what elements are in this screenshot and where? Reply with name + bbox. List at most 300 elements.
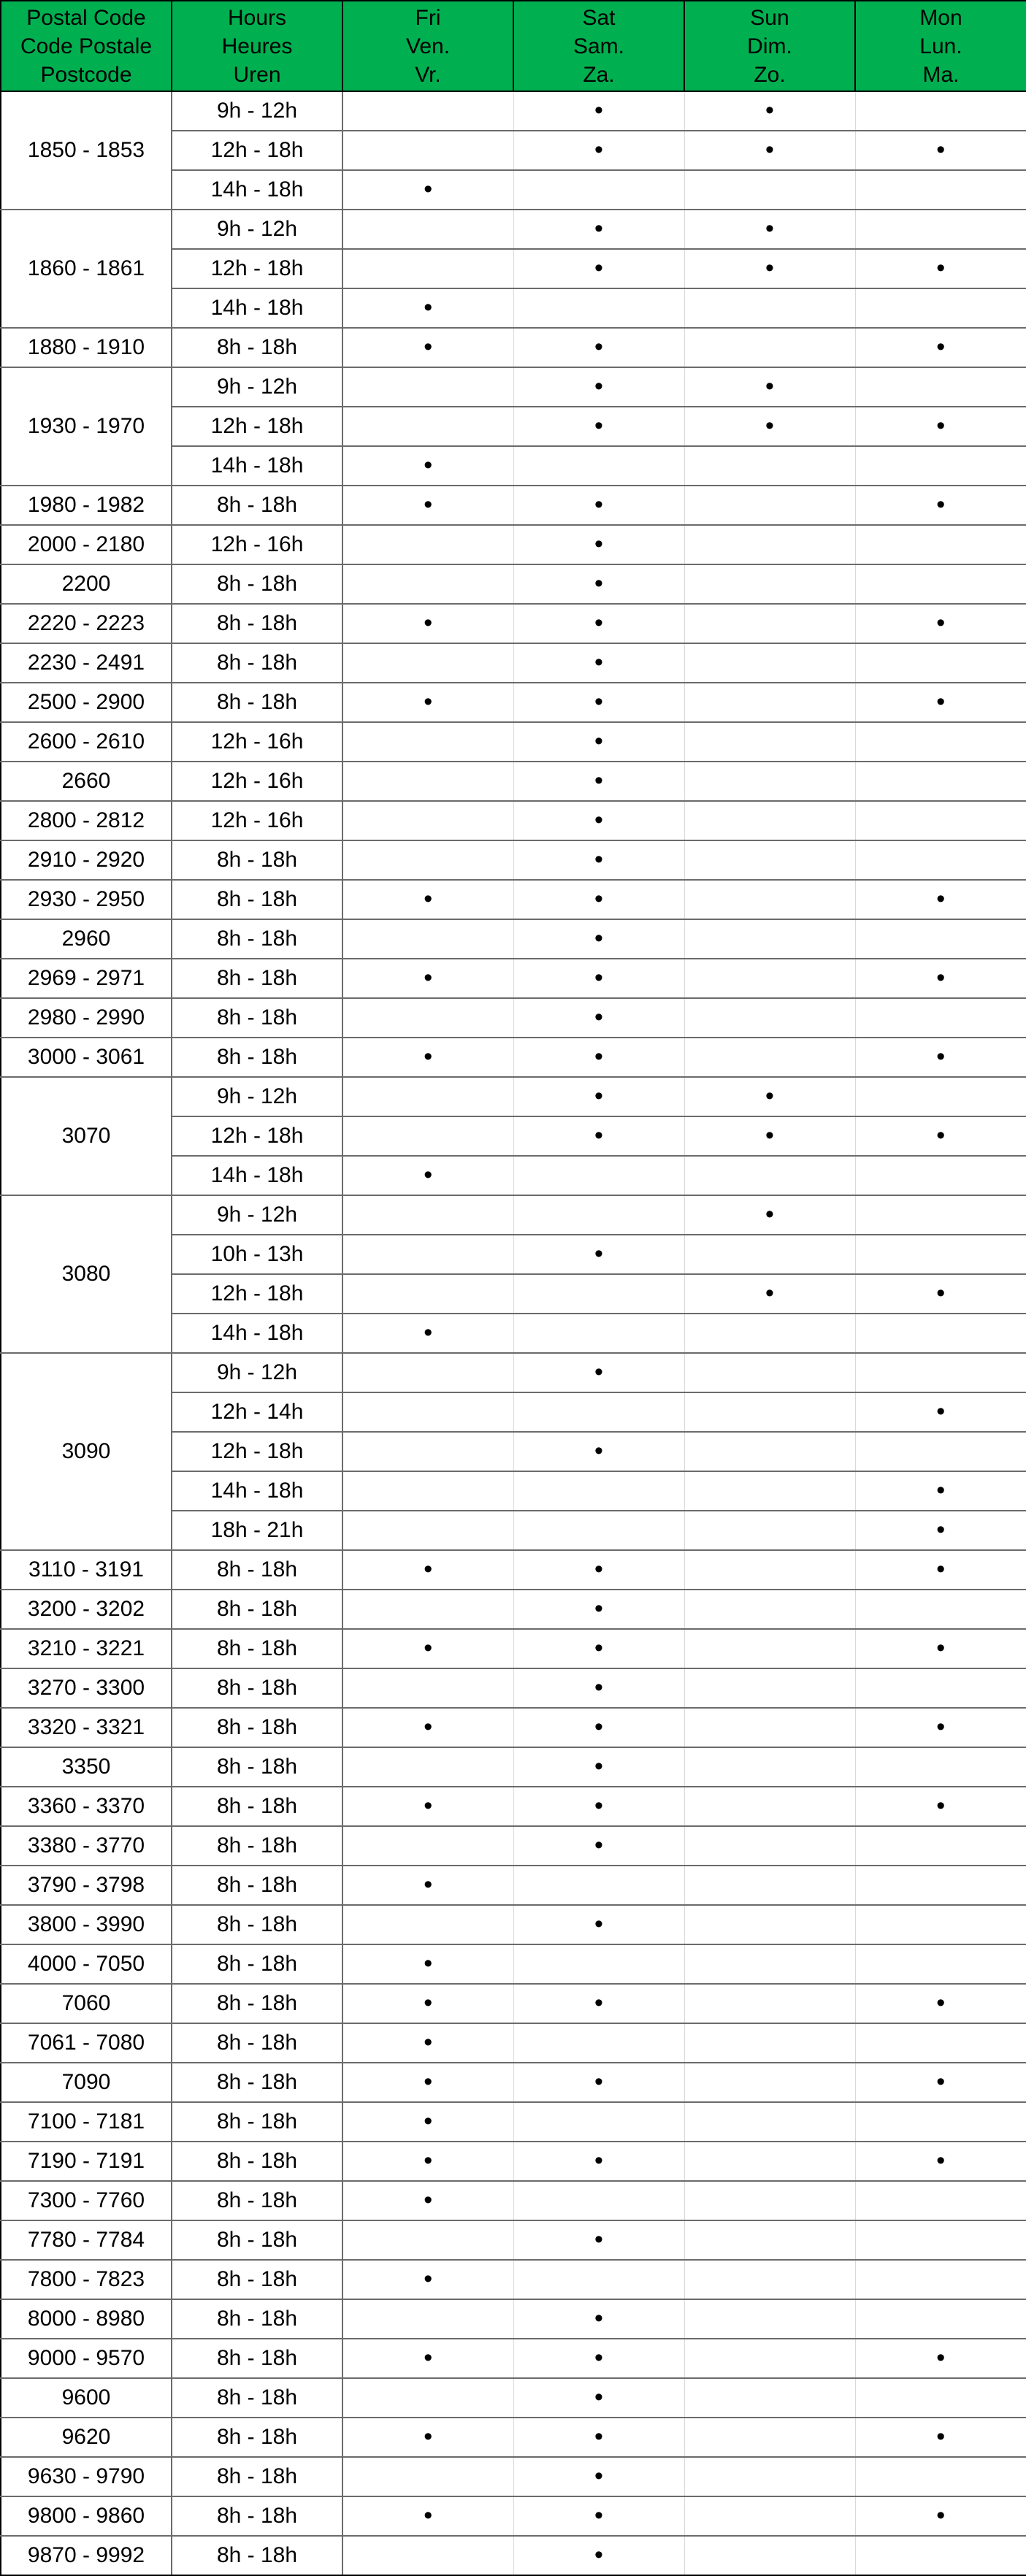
available-dot-icon: • <box>765 1122 774 1149</box>
postal-code-cell: 3790 - 3798 <box>1 1866 172 1905</box>
sunday-cell <box>684 2260 855 2299</box>
available-dot-icon: • <box>936 1476 946 1504</box>
header-monday-nl: Ma. <box>922 62 960 87</box>
hours-cell: 8h - 18h <box>172 2496 342 2536</box>
hours-cell: 8h - 18h <box>172 1984 342 2023</box>
saturday-cell <box>513 1195 684 1235</box>
sunday-cell <box>684 840 855 880</box>
header-hours-nl: Uren <box>233 62 281 87</box>
monday-cell <box>855 2063 1026 2102</box>
friday-cell <box>342 1787 513 1826</box>
header-hours-fr: Heures <box>221 34 293 58</box>
table-row <box>1 959 1026 998</box>
monday-cell <box>855 1826 1026 1866</box>
friday-cell <box>342 131 513 170</box>
monday-cell <box>855 1905 1026 1944</box>
available-dot-icon: • <box>594 806 603 834</box>
available-dot-icon: • <box>594 1240 603 1268</box>
monday-cell <box>855 2418 1026 2457</box>
friday-cell <box>342 2339 513 2378</box>
table-row <box>1 1629 1026 1668</box>
sunday-cell <box>684 1668 855 1708</box>
postal-code-cell: 3200 - 3202 <box>1 1590 172 1629</box>
hours-cell: 12h - 16h <box>172 801 342 840</box>
postal-code-cell: 3080 <box>1 1195 172 1353</box>
available-dot-icon: • <box>594 2147 603 2174</box>
table-row <box>1 722 1026 762</box>
friday-cell <box>342 210 513 249</box>
header-hours <box>172 1 342 91</box>
available-dot-icon: • <box>936 2068 946 2096</box>
hours-cell: 9h - 12h <box>172 210 342 249</box>
postal-code-cell: 7190 - 7191 <box>1 2142 172 2181</box>
monday-cell <box>855 1866 1026 1905</box>
available-dot-icon: • <box>936 254 946 282</box>
table-row <box>1 1550 1026 1590</box>
sunday-cell <box>684 2142 855 2181</box>
table-row <box>1 919 1026 959</box>
friday-cell <box>342 1905 513 1944</box>
saturday-cell <box>513 1314 684 1353</box>
sunday-cell <box>684 683 855 722</box>
table-row <box>1 2142 1026 2181</box>
friday-cell <box>342 880 513 919</box>
sunday-cell <box>684 1511 855 1550</box>
sunday-cell <box>684 328 855 367</box>
hours-cell: 9h - 12h <box>172 1353 342 1392</box>
postal-code-cell: 2910 - 2920 <box>1 840 172 880</box>
sunday-cell <box>684 1432 855 1471</box>
available-dot-icon: • <box>424 885 433 913</box>
header-saturday <box>513 1 684 91</box>
hours-cell: 12h - 18h <box>172 249 342 288</box>
friday-cell <box>342 2418 513 2457</box>
postal-code-cell: 9800 - 9860 <box>1 2496 172 2536</box>
table-row <box>1 604 1026 643</box>
available-dot-icon: • <box>936 333 946 361</box>
available-dot-icon: • <box>594 1752 603 1780</box>
table-row <box>1 840 1026 880</box>
available-dot-icon: • <box>936 964 946 992</box>
friday-cell <box>342 801 513 840</box>
table-row <box>1 210 1026 249</box>
available-dot-icon: • <box>424 2423 433 2450</box>
monday-cell <box>855 91 1026 131</box>
sunday-cell <box>684 288 855 328</box>
sunday-cell <box>684 2418 855 2457</box>
monday-cell <box>855 801 1026 840</box>
hours-cell: 8h - 18h <box>172 2023 342 2063</box>
sunday-cell <box>684 1353 855 1392</box>
available-dot-icon: • <box>594 609 603 637</box>
saturday-cell <box>513 1668 684 1708</box>
saturday-cell <box>513 170 684 210</box>
saturday-cell <box>513 1511 684 1550</box>
sunday-cell <box>684 2063 855 2102</box>
friday-cell <box>342 1668 513 1708</box>
monday-cell <box>855 249 1026 288</box>
saturday-cell <box>513 1866 684 1905</box>
friday-cell <box>342 998 513 1038</box>
friday-cell <box>342 1235 513 1274</box>
saturday-cell <box>513 210 684 249</box>
table-row <box>1 2299 1026 2339</box>
available-dot-icon: • <box>424 2068 433 2096</box>
postal-code-cell: 2220 - 2223 <box>1 604 172 643</box>
saturday-cell <box>513 328 684 367</box>
table-row <box>1 1747 1026 1787</box>
hours-cell: 8h - 18h <box>172 604 342 643</box>
hours-cell: 8h - 18h <box>172 998 342 1038</box>
hours-cell: 12h - 18h <box>172 407 342 446</box>
postal-code-cell: 3800 - 3990 <box>1 1905 172 1944</box>
saturday-cell <box>513 2418 684 2457</box>
friday-cell <box>342 2063 513 2102</box>
monday-cell <box>855 840 1026 880</box>
available-dot-icon: • <box>594 2541 603 2569</box>
monday-cell <box>855 2142 1026 2181</box>
available-dot-icon: • <box>424 1043 433 1070</box>
postal-code-cell: 9620 <box>1 2418 172 2457</box>
monday-cell <box>855 1590 1026 1629</box>
monday-cell <box>855 880 1026 919</box>
monday-cell <box>855 1432 1026 1471</box>
monday-cell <box>855 367 1026 407</box>
sunday-cell <box>684 919 855 959</box>
friday-cell <box>342 407 513 446</box>
hours-cell: 8h - 18h <box>172 1038 342 1077</box>
sunday-cell <box>684 2181 855 2220</box>
saturday-cell <box>513 525 684 564</box>
available-dot-icon: • <box>594 1674 603 1701</box>
hours-cell: 8h - 18h <box>172 2063 342 2102</box>
available-dot-icon: • <box>424 1950 433 1977</box>
sunday-cell <box>684 959 855 998</box>
monday-cell <box>855 131 1026 170</box>
available-dot-icon: • <box>765 1200 774 1228</box>
table-row <box>1 1077 1026 1116</box>
postal-code-cell: 2500 - 2900 <box>1 683 172 722</box>
postal-code-cell: 7300 - 7760 <box>1 2181 172 2220</box>
available-dot-icon: • <box>765 372 774 400</box>
header-postal-code <box>1 1 172 91</box>
monday-cell <box>855 1668 1026 1708</box>
sunday-cell <box>684 1708 855 1747</box>
sunday-cell <box>684 407 855 446</box>
postal-code-cell: 9630 - 9790 <box>1 2457 172 2496</box>
available-dot-icon: • <box>594 1082 603 1110</box>
friday-cell <box>342 1353 513 1392</box>
available-dot-icon: • <box>594 1595 603 1622</box>
postal-code-cell: 1860 - 1861 <box>1 210 172 328</box>
monday-cell <box>855 1077 1026 1116</box>
postal-code-cell: 7060 <box>1 1984 172 2023</box>
sunday-cell <box>684 998 855 1038</box>
table-row <box>1 1038 1026 1077</box>
hours-cell: 8h - 18h <box>172 1590 342 1629</box>
available-dot-icon: • <box>594 964 603 992</box>
saturday-cell <box>513 1156 684 1195</box>
monday-cell <box>855 1629 1026 1668</box>
table-row <box>1 762 1026 801</box>
hours-cell: 10h - 13h <box>172 1235 342 1274</box>
saturday-cell <box>513 1747 684 1787</box>
postal-code-cell: 3000 - 3061 <box>1 1038 172 1077</box>
sunday-cell <box>684 2496 855 2536</box>
saturday-cell <box>513 2142 684 2181</box>
friday-cell <box>342 1511 513 1550</box>
sunday-cell <box>684 564 855 604</box>
saturday-cell <box>513 367 684 407</box>
saturday-cell <box>513 840 684 880</box>
table-row <box>1 683 1026 722</box>
saturday-cell <box>513 2299 684 2339</box>
available-dot-icon: • <box>594 885 603 913</box>
sunday-cell <box>684 1195 855 1235</box>
saturday-cell <box>513 1471 684 1511</box>
hours-cell: 8h - 18h <box>172 2457 342 2496</box>
header-sunday-fr: Dim. <box>747 34 792 58</box>
monday-cell <box>855 1984 1026 2023</box>
friday-cell <box>342 1866 513 1905</box>
header-friday-en: Fri <box>415 5 441 30</box>
available-dot-icon: • <box>424 294 433 321</box>
friday-cell <box>342 722 513 762</box>
monday-cell <box>855 2181 1026 2220</box>
friday-cell <box>342 762 513 801</box>
sunday-cell <box>684 1787 855 1826</box>
available-dot-icon: • <box>424 1713 433 1741</box>
friday-cell <box>342 564 513 604</box>
hours-cell: 8h - 18h <box>172 919 342 959</box>
available-dot-icon: • <box>594 1634 603 1662</box>
available-dot-icon: • <box>594 254 603 282</box>
table-row <box>1 1826 1026 1866</box>
saturday-cell <box>513 1077 684 1116</box>
sunday-cell <box>684 367 855 407</box>
hours-cell: 12h - 18h <box>172 1116 342 1156</box>
sunday-cell <box>684 1905 855 1944</box>
monday-cell <box>855 288 1026 328</box>
monday-cell <box>855 1314 1026 1353</box>
friday-cell <box>342 2299 513 2339</box>
table-row <box>1 525 1026 564</box>
saturday-cell <box>513 801 684 840</box>
friday-cell <box>342 1550 513 1590</box>
saturday-cell <box>513 1787 684 1826</box>
table-row <box>1 564 1026 604</box>
postal-code-cell: 3360 - 3370 <box>1 1787 172 1826</box>
saturday-cell <box>513 2023 684 2063</box>
saturday-cell <box>513 91 684 131</box>
monday-cell <box>855 2102 1026 2142</box>
sunday-cell <box>684 2299 855 2339</box>
available-dot-icon: • <box>424 2028 433 2056</box>
available-dot-icon: • <box>424 1989 433 2017</box>
saturday-cell <box>513 1353 684 1392</box>
hours-cell: 8h - 18h <box>172 486 342 525</box>
friday-cell <box>342 1314 513 1353</box>
monday-cell <box>855 1392 1026 1432</box>
hours-cell: 8h - 18h <box>172 2378 342 2418</box>
hours-cell: 12h - 14h <box>172 1392 342 1432</box>
available-dot-icon: • <box>594 491 603 518</box>
table-row <box>1 1668 1026 1708</box>
monday-cell <box>855 919 1026 959</box>
available-dot-icon: • <box>936 1713 946 1741</box>
available-dot-icon: • <box>424 1792 433 1820</box>
hours-cell: 8h - 18h <box>172 683 342 722</box>
saturday-cell <box>513 2339 684 2378</box>
available-dot-icon: • <box>936 1989 946 2017</box>
friday-cell <box>342 1038 513 1077</box>
sunday-cell <box>684 2378 855 2418</box>
monday-cell <box>855 643 1026 683</box>
friday-cell <box>342 683 513 722</box>
hours-cell: 8h - 18h <box>172 2418 342 2457</box>
hours-cell: 14h - 18h <box>172 288 342 328</box>
available-dot-icon: • <box>594 96 603 124</box>
sunday-cell <box>684 1077 855 1116</box>
available-dot-icon: • <box>765 215 774 242</box>
monday-cell <box>855 722 1026 762</box>
saturday-cell <box>513 2378 684 2418</box>
friday-cell <box>342 2260 513 2299</box>
postal-code-cell: 7780 - 7784 <box>1 2220 172 2260</box>
hours-cell: 8h - 18h <box>172 2299 342 2339</box>
hours-cell: 8h - 18h <box>172 2220 342 2260</box>
available-dot-icon: • <box>594 2462 603 2490</box>
friday-cell <box>342 525 513 564</box>
saturday-cell <box>513 2181 684 2220</box>
postal-code-cell: 3320 - 3321 <box>1 1708 172 1747</box>
friday-cell <box>342 604 513 643</box>
postal-code-cell: 3090 <box>1 1353 172 1550</box>
monday-cell <box>855 2496 1026 2536</box>
hours-cell: 9h - 12h <box>172 1195 342 1235</box>
available-dot-icon: • <box>424 1555 433 1583</box>
sunday-cell <box>684 210 855 249</box>
monday-cell <box>855 1787 1026 1826</box>
monday-cell <box>855 486 1026 525</box>
monday-cell <box>855 959 1026 998</box>
monday-cell <box>855 683 1026 722</box>
available-dot-icon: • <box>936 1516 946 1544</box>
friday-cell <box>342 1432 513 1471</box>
postal-code-cell: 3070 <box>1 1077 172 1195</box>
header-row <box>1 1 1026 91</box>
monday-cell <box>855 446 1026 486</box>
available-dot-icon: • <box>424 964 433 992</box>
hours-cell: 9h - 12h <box>172 91 342 131</box>
available-dot-icon: • <box>936 1555 946 1583</box>
postal-code-cell: 2980 - 2990 <box>1 998 172 1038</box>
available-dot-icon: • <box>594 530 603 558</box>
postal-code-cell: 2800 - 2812 <box>1 801 172 840</box>
friday-cell <box>342 1590 513 1629</box>
table-row <box>1 1905 1026 1944</box>
header-friday <box>342 1 513 91</box>
table-row <box>1 1590 1026 1629</box>
sunday-cell <box>684 2102 855 2142</box>
monday-cell <box>855 1353 1026 1392</box>
saturday-cell <box>513 1590 684 1629</box>
available-dot-icon: • <box>594 2423 603 2450</box>
available-dot-icon: • <box>936 688 946 716</box>
table-header <box>1 1 1026 91</box>
available-dot-icon: • <box>424 2265 433 2293</box>
header-friday-fr: Ven. <box>405 34 451 58</box>
hours-cell: 9h - 12h <box>172 1077 342 1116</box>
saturday-cell <box>513 1905 684 1944</box>
available-dot-icon: • <box>765 1082 774 1110</box>
sunday-cell <box>684 525 855 564</box>
available-dot-icon: • <box>936 885 946 913</box>
monday-cell <box>855 2378 1026 2418</box>
postal-code-cell: 1930 - 1970 <box>1 367 172 486</box>
hours-cell: 8h - 18h <box>172 959 342 998</box>
hours-cell: 8h - 18h <box>172 2536 342 2575</box>
saturday-cell <box>513 959 684 998</box>
monday-cell <box>855 2220 1026 2260</box>
available-dot-icon: • <box>594 372 603 400</box>
hours-cell: 8h - 18h <box>172 328 342 367</box>
postal-code-cell: 2969 - 2971 <box>1 959 172 998</box>
hours-cell: 12h - 16h <box>172 762 342 801</box>
saturday-cell <box>513 1629 684 1668</box>
hours-cell: 8h - 18h <box>172 643 342 683</box>
table-row <box>1 2220 1026 2260</box>
postal-code-cell: 9600 <box>1 2378 172 2418</box>
monday-cell <box>855 1235 1026 1274</box>
sunday-cell <box>684 1826 855 1866</box>
table-row <box>1 2339 1026 2378</box>
table-row <box>1 1866 1026 1905</box>
sunday-cell <box>684 1590 855 1629</box>
friday-cell <box>342 959 513 998</box>
monday-cell <box>855 170 1026 210</box>
saturday-cell <box>513 643 684 683</box>
table-row <box>1 1944 1026 1984</box>
saturday-cell <box>513 564 684 604</box>
available-dot-icon: • <box>424 2107 433 2135</box>
header-saturday-fr: Sam. <box>573 34 625 58</box>
monday-cell <box>855 1156 1026 1195</box>
available-dot-icon: • <box>936 1043 946 1070</box>
monday-cell <box>855 2260 1026 2299</box>
available-dot-icon: • <box>936 491 946 518</box>
hours-cell: 14h - 18h <box>172 170 342 210</box>
postal-code-cell: 2600 - 2610 <box>1 722 172 762</box>
sunday-cell <box>684 1116 855 1156</box>
available-dot-icon: • <box>594 2068 603 2096</box>
monday-cell <box>855 1550 1026 1590</box>
table-row <box>1 998 1026 1038</box>
sunday-cell <box>684 1984 855 2023</box>
saturday-cell <box>513 919 684 959</box>
available-dot-icon: • <box>424 333 433 361</box>
monday-cell <box>855 2023 1026 2063</box>
saturday-cell <box>513 2063 684 2102</box>
table-row <box>1 2457 1026 2496</box>
sunday-cell <box>684 1274 855 1314</box>
available-dot-icon: • <box>594 570 603 597</box>
saturday-cell <box>513 2102 684 2142</box>
table-row <box>1 880 1026 919</box>
table-row <box>1 2260 1026 2299</box>
monday-cell <box>855 328 1026 367</box>
available-dot-icon: • <box>424 1161 433 1189</box>
